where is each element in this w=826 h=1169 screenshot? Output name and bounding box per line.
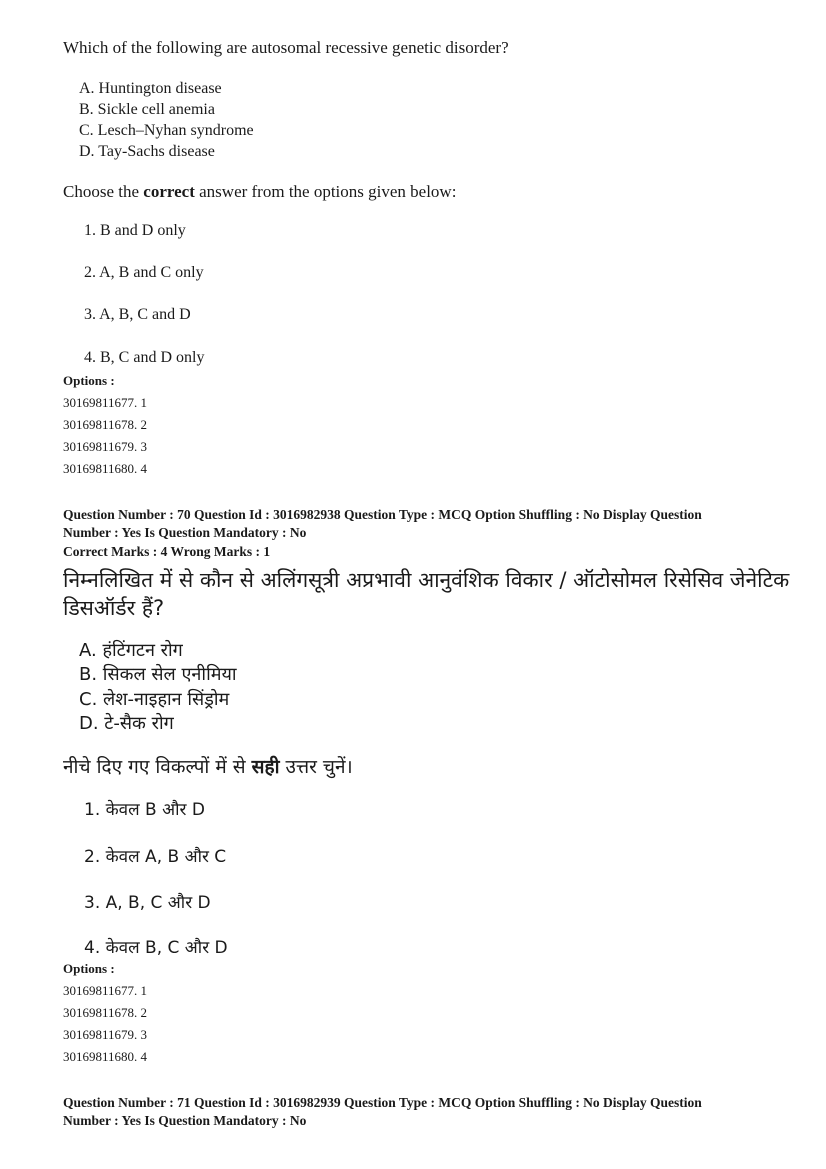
answer-choice: 1. B and D only [84,222,186,239]
answer-choice: 2. A, B and C only [84,264,204,281]
instruction-emphasis-hi: सही [251,756,280,778]
statement-item: C. Lesch–Nyhan syndrome [79,122,254,139]
option-id: 30169811678. 2 [63,417,148,432]
answer-choice: 3. A, B, C and D [84,306,191,323]
instruction-suffix-hi: उत्तर चुनें। [279,756,353,778]
question-meta-line: Question Number : 71 Question Id : 3016982939 Question Type : MCQ Option Shuffling : No Display Question [63,1095,702,1110]
statement-item: B. Sickle cell anemia [79,101,215,118]
options-label: Options : [63,961,115,976]
marks-line: Correct Marks : 4 Wrong Marks : 1 [63,544,271,559]
option-id: 30169811680. 4 [63,461,148,476]
option-id: 30169811677. 1 [63,983,148,998]
statement-item: D. Tay-Sachs disease [79,143,215,160]
instruction-text-en [63,182,456,202]
instruction-text-hi [63,753,353,779]
answer-choice: 4. B, C and D only [84,349,205,366]
question-meta-line: Number : Yes Is Question Mandatory : No [63,525,307,540]
option-id: 30169811677. 1 [63,395,148,410]
statement-item-hi: A. हंटिंगटन रोग [79,640,183,661]
instruction-prefix: Choose the [63,182,144,201]
option-id: 30169811679. 3 [63,439,148,454]
statement-item-hi: B. सिकल सेल एनीमिया [79,664,237,685]
instruction-suffix: answer from the options given below: [194,182,457,201]
instruction-prefix-hi: नीचे दिए गए विकल्पों में से [63,756,252,778]
answer-choice-hi: 1. केवल B और D [84,800,205,820]
question-text-hi-cont: डिसऑर्डर हैं? [63,596,165,620]
option-id: 30169811679. 3 [63,1027,148,1042]
question-meta-line: Question Number : 70 Question Id : 3016982938 Question Type : MCQ Option Shuffling : No Display Question [63,507,702,522]
option-id: 30169811680. 4 [63,1049,148,1064]
options-label: Options : [63,373,115,388]
answer-choice-hi: 2. केवल A, B और C [84,847,227,867]
question-text-en: Which of the following are autosomal recessive genetic disorder? [63,38,509,57]
statement-item-hi: C. लेश-नाइहान सिंड्रोम [79,689,230,710]
answer-choice-hi: 3. A, B, C और D [84,893,211,913]
answer-choice-hi: 4. केवल B, C और D [84,938,228,958]
statement-item: A. Huntington disease [79,80,222,97]
option-id: 30169811678. 2 [63,1005,148,1020]
instruction-emphasis: correct [143,182,195,201]
statement-item-hi: D. टे-सैक रोग [79,713,174,734]
question-text-hi: निम्नलिखित में से कौन से अलिंगसूत्री अप्रभावी आनुवंशिक विकार / ऑटोसोमल रिसेसिव जेनेटिक [63,568,790,592]
question-meta-line: Number : Yes Is Question Mandatory : No [63,1113,307,1128]
